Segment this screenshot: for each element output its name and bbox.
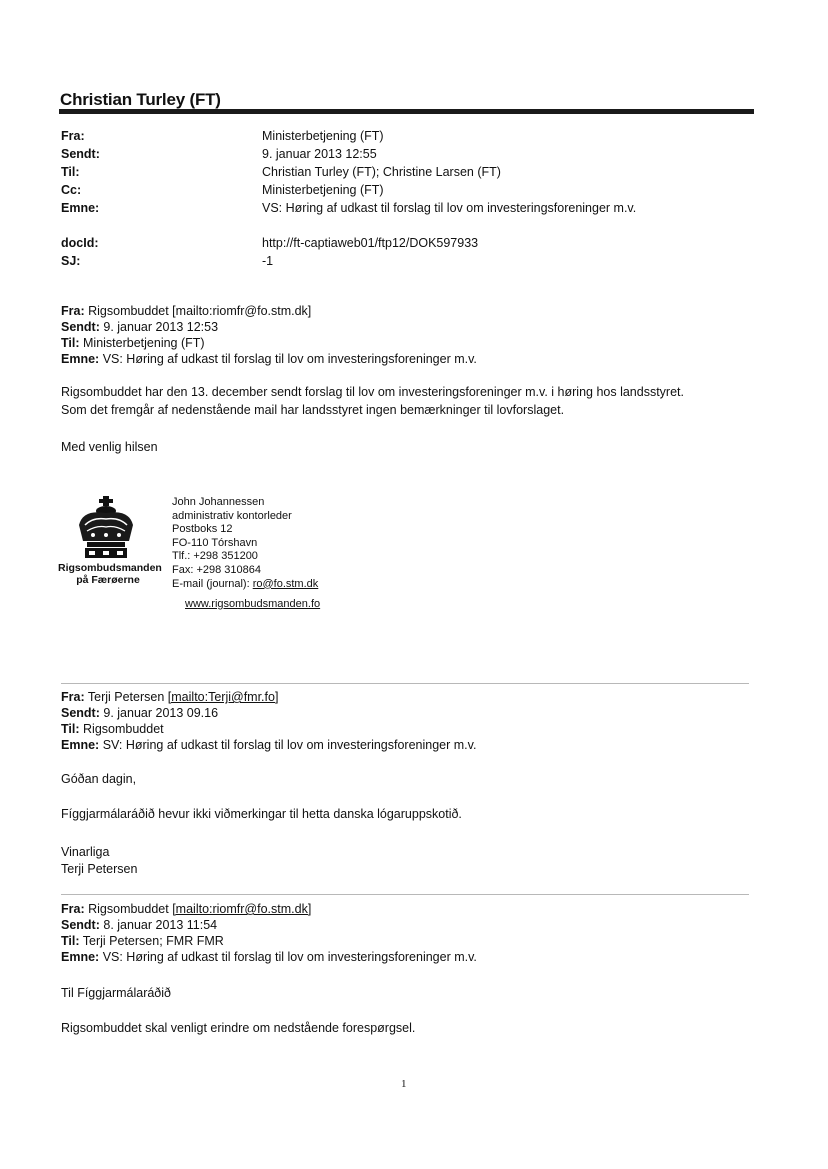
mail1-subject bbox=[61, 351, 477, 367]
meta-value-docid: http://ft-captiaweb01/ftp12/DOK597933 bbox=[262, 236, 479, 250]
meta-label-fra: Fra: bbox=[61, 129, 85, 143]
mail1-paragraph-2: Som det fremgår af nedenstående mail har landsstyret ingen bemærkninger til lovforslaget. bbox=[61, 403, 565, 417]
mail2-to-label: Til: bbox=[61, 722, 80, 736]
mail2-paragraph: Fíggjarmálaráðið hevur ikki viðmerkingar til hetta danska lógaruppskotið. bbox=[61, 807, 462, 821]
mail-separator-2 bbox=[61, 894, 749, 895]
signature-phone: Tlf.: +298 351200 bbox=[172, 550, 258, 563]
mail1-paragraph-1: Rigsombuddet har den 13. december sendt forslag til lov om investeringsforeninger m.v. i høring hos landsstyret. bbox=[61, 385, 684, 399]
mail-separator-1 bbox=[61, 683, 749, 684]
mail2-greeting: Góðan dagin, bbox=[61, 772, 137, 786]
mail1-sent bbox=[61, 319, 218, 335]
signature-fax: Fax: +298 310864 bbox=[172, 563, 261, 576]
mail2-to-value: Rigsombuddet bbox=[83, 722, 164, 736]
mail2-closing-2: Terji Petersen bbox=[61, 862, 138, 876]
mail3-sent bbox=[61, 917, 217, 933]
mail3-from-link[interactable]: [mailto:riomfr@fo.stm.dk] bbox=[172, 902, 312, 916]
signature-email-line bbox=[172, 578, 318, 592]
mail2-sent-value: 9. januar 2013 09.16 bbox=[103, 706, 219, 720]
mail3-subject-label: Emne: bbox=[61, 950, 100, 964]
mail3-subject-value: VS: Høring af udkast til forslag til lov om investeringsforeninger m.v. bbox=[102, 950, 477, 964]
signature-address-1: Postboks 12 bbox=[172, 523, 233, 536]
meta-value-til: Christian Turley (FT); Christine Larsen (FT) bbox=[262, 165, 501, 179]
title-rule bbox=[59, 109, 754, 114]
mail2-subject-label: Emne: bbox=[61, 738, 100, 752]
mail2-from bbox=[61, 689, 278, 705]
mail2-sent bbox=[61, 705, 218, 721]
signature-address-2: FO-110 Tórshavn bbox=[172, 536, 258, 549]
mail1-from-label: Fra: bbox=[61, 304, 85, 318]
mail1-from bbox=[61, 303, 311, 319]
mail1-to-value: Ministerbetjening (FT) bbox=[83, 336, 205, 350]
mail3-salutation: Til Fíggjarmálaráðið bbox=[61, 986, 171, 1000]
mail3-to bbox=[61, 933, 224, 949]
mail3-to-value: Terji Petersen; FMR FMR bbox=[82, 934, 224, 948]
mail3-from-label: Fra: bbox=[61, 902, 85, 916]
signature-name: John Johannessen bbox=[172, 496, 265, 508]
mail3-sent-label: Sendt: bbox=[61, 918, 100, 932]
mail2-subject bbox=[61, 737, 476, 753]
meta-label-docid: docId: bbox=[61, 236, 99, 250]
mail3-paragraph: Rigsombuddet skal venligt erindre om nedstående forespørgsel. bbox=[61, 1021, 416, 1035]
mail3-to-label: Til: bbox=[61, 934, 80, 948]
meta-value-sendt: 9. januar 2013 12:55 bbox=[262, 147, 377, 161]
meta-value-sj: -1 bbox=[262, 254, 274, 268]
signature-website-link[interactable]: www.rigsombudsmanden.fo bbox=[185, 598, 321, 610]
crest-caption-line-2: på Færøerne bbox=[76, 574, 140, 586]
page-title: Christian Turley (FT) bbox=[60, 90, 221, 109]
crown-crest-icon bbox=[73, 495, 139, 561]
meta-label-sj: SJ: bbox=[61, 254, 81, 268]
mail1-closing: Med venlig hilsen bbox=[61, 440, 158, 454]
mail1-subject-value: VS: Høring af udkast til forslag til lov om investeringsforeninger m.v. bbox=[102, 352, 477, 366]
meta-label-sendt: Sendt: bbox=[61, 147, 100, 161]
meta-label-cc: Cc: bbox=[61, 183, 82, 197]
crest-caption-line-1: Rigsombudsmanden bbox=[58, 562, 162, 574]
signature-email-link[interactable]: ro@fo.stm.dk bbox=[252, 577, 319, 590]
mail2-subject-value: SV: Høring af udkast til forslag til lov om investeringsforeninger m.v. bbox=[102, 738, 477, 752]
mail2-to bbox=[61, 721, 164, 737]
mail3-from bbox=[61, 901, 311, 917]
signature-block bbox=[172, 496, 318, 591]
mail1-to-label: Til: bbox=[61, 336, 80, 350]
meta-value-emne: VS: Høring af udkast til forslag til lov om investeringsforeninger m.v. bbox=[262, 201, 637, 215]
meta-label-til: Til: bbox=[61, 165, 80, 179]
meta-label-emne: Emne: bbox=[61, 201, 100, 215]
mail2-from-label: Fra: bbox=[61, 690, 85, 704]
signature-role: administrativ kontorleder bbox=[172, 509, 292, 522]
mail1-subject-label: Emne: bbox=[61, 352, 100, 366]
signature-email-label: E-mail (journal): bbox=[172, 577, 250, 590]
mail1-sent-label: Sendt: bbox=[61, 320, 100, 334]
mail3-from-name: Rigsombuddet bbox=[88, 902, 169, 916]
crest-caption bbox=[58, 562, 162, 586]
mail2-sent-label: Sendt: bbox=[61, 706, 100, 720]
mail2-from-name: Terji Petersen bbox=[87, 690, 165, 704]
mail2-from-link[interactable]: [mailto:Terji@fmr.fo] bbox=[167, 690, 279, 704]
mail1-sent-value: 9. januar 2013 12:53 bbox=[103, 320, 219, 334]
mail3-subject bbox=[61, 949, 477, 965]
meta-value-cc: Ministerbetjening (FT) bbox=[262, 183, 384, 197]
mail1-to bbox=[61, 335, 205, 351]
mail1-from-value: Rigsombuddet [mailto:riomfr@fo.stm.dk] bbox=[88, 304, 312, 318]
mail2-closing-1: Vinarliga bbox=[61, 845, 110, 859]
mail3-sent-value: 8. januar 2013 11:54 bbox=[103, 918, 218, 932]
meta-value-fra: Ministerbetjening (FT) bbox=[262, 129, 384, 143]
page-number: 1 bbox=[401, 1078, 407, 1090]
